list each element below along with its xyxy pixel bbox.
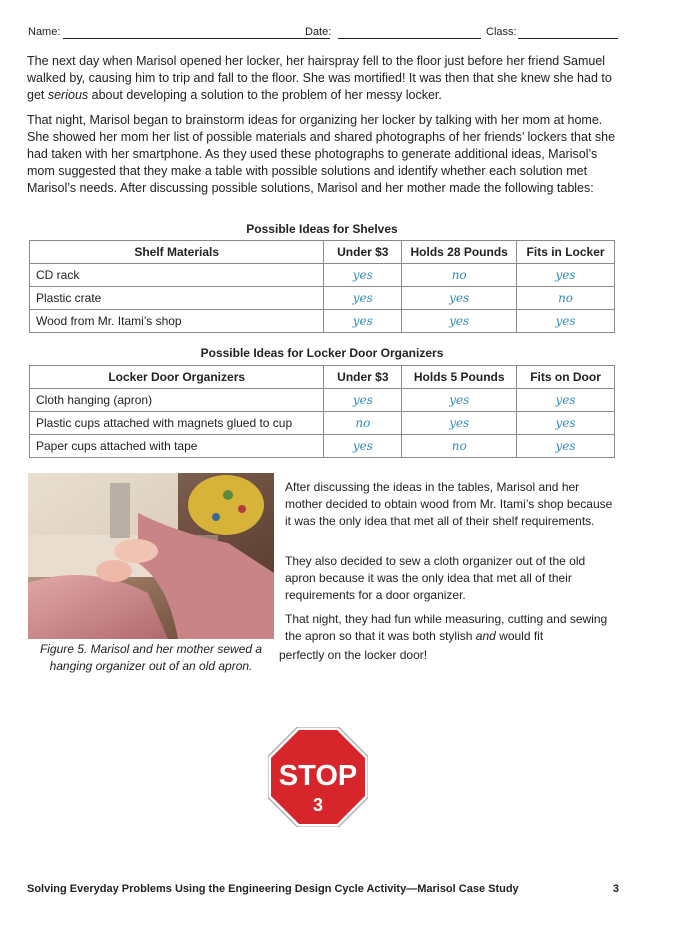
table-row [30, 412, 615, 435]
answer-cell: yes [517, 389, 615, 412]
answer-cell: yes [402, 412, 517, 435]
name-label: Name: [28, 26, 61, 38]
door-organizers-table [29, 365, 615, 458]
date-blank-line [338, 38, 481, 39]
table-row [30, 287, 615, 310]
date-label: Date: [305, 26, 332, 38]
footer-title: Solving Everyday Problems Using the Engineering Design Cycle Activity—Marisol Case Study [27, 883, 519, 895]
sewing-paragraph-last-line: perfectly on the locker door! [279, 648, 428, 662]
table-header-row [30, 241, 615, 264]
brainstorm-paragraph: That night, Marisol began to brainstorm ideas for organizing her locker by talking with her mom at home. She showed her mom her list of possible materials and shared photographs of her friends’ lockers that she had taken with her smartphone. As they used these photographs to generate additional ideas, Marisol’s mom suggested that they make a table with possible solutions and identify whether each solution met Marisol’s needs. After discussing possible solutions, Marisol and her mother made the following tables: [27, 113, 616, 195]
column-header: Fits in Locker [517, 241, 615, 264]
shelves-table-title: Possible Ideas for Shelves [246, 222, 398, 236]
name-blank-line [63, 38, 330, 39]
row-label: Plastic crate [30, 287, 324, 310]
stop-sign [268, 727, 368, 827]
emphasis-serious: serious [47, 88, 89, 102]
shelves-table [29, 240, 615, 333]
table-row [30, 435, 615, 458]
row-label: Wood from Mr. Itami’s shop [30, 310, 324, 333]
answer-cell: yes [324, 389, 402, 412]
answer-cell: yes [517, 412, 615, 435]
row-label: Cloth hanging (apron) [30, 389, 324, 412]
answer-cell: yes [324, 310, 402, 333]
table-row [30, 310, 615, 333]
answer-cell: no [402, 435, 517, 458]
column-header: Holds 28 Pounds [402, 241, 517, 264]
intro-paragraph: The next day when Marisol opened her locker, her hairspray fell to the floor just before her friend Samuel walked by, causing him to trip and fall to the floor. She was mortified! It was then that she knew she had to get serious about developing a solution to the problem of her messy locker. [27, 54, 612, 102]
sewing-photo [28, 473, 274, 639]
sewing-photo-illustration [28, 473, 274, 639]
answer-cell: yes [517, 310, 615, 333]
answer-cell: yes [402, 287, 517, 310]
decision-paragraph-shelf: After discussing the ideas in the tables, Marisol and her mother decided to obtain wood from Mr. Itami’s shop because it was the only idea that met all of their shelf requirements. [285, 480, 613, 528]
column-header: Fits on Door [517, 366, 615, 389]
page-number: 3 [612, 883, 619, 895]
column-header: Shelf Materials [30, 241, 324, 264]
sewing-paragraph: That night, they had fun while measuring, cutting and sewing the apron so that it was both stylish and would fit [285, 612, 608, 643]
answer-cell: no [324, 412, 402, 435]
column-header: Locker Door Organizers [30, 366, 324, 389]
answer-cell: yes [402, 389, 517, 412]
table-header-row [30, 366, 615, 389]
row-label: Paper cups attached with tape [30, 435, 324, 458]
answer-cell: yes [402, 310, 517, 333]
student-info-header [28, 26, 620, 42]
table-row [30, 389, 615, 412]
page-footer [27, 883, 619, 895]
column-header: Holds 5 Pounds [402, 366, 517, 389]
column-header: Under $3 [324, 366, 402, 389]
answer-cell: yes [517, 435, 615, 458]
stop-number: 3 [312, 795, 324, 815]
decision-paragraph-door: They also decided to sew a cloth organizer out of the old apron because it was the only idea that met all of their requirements for a door organizer. [285, 554, 586, 602]
answer-cell: yes [517, 264, 615, 287]
class-blank-line [518, 38, 618, 39]
stop-word: STOP [278, 760, 358, 792]
table-row [30, 264, 615, 287]
door-table-title: Possible Ideas for Locker Door Organizers [200, 346, 444, 360]
answer-cell: no [517, 287, 615, 310]
answer-cell: yes [324, 264, 402, 287]
row-label: CD rack [30, 264, 324, 287]
stop-sign-icon [268, 727, 368, 827]
figure-caption: Figure 5. Marisol and her mother sewed a hanging organizer out of an old apron. [39, 642, 263, 673]
row-label: Plastic cups attached with magnets glued to cup [30, 412, 324, 435]
answer-cell: yes [324, 435, 402, 458]
column-header: Under $3 [324, 241, 402, 264]
class-label: Class: [486, 26, 517, 38]
answer-cell: no [402, 264, 517, 287]
answer-cell: yes [324, 287, 402, 310]
